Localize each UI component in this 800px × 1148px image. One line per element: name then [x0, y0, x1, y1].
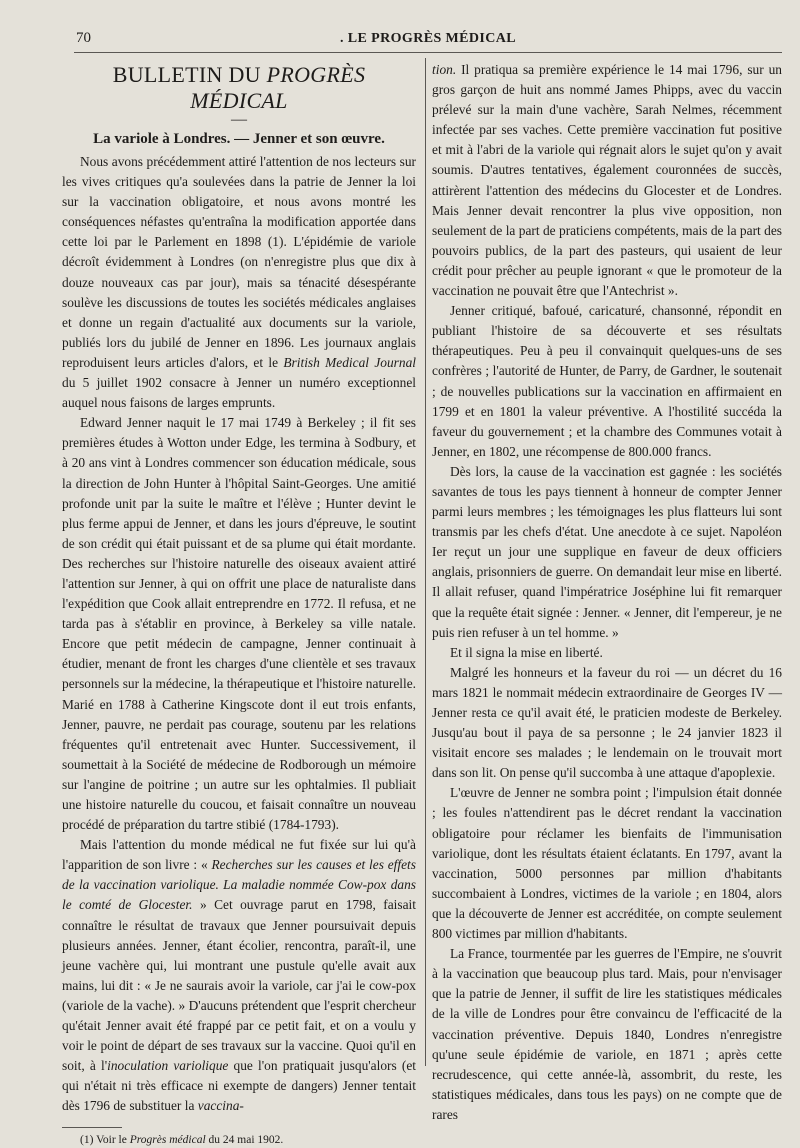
- paragraph: Edward Jenner naquit le 17 mai 1749 à Berkeley ; il fit ses premières études à Wotton under Edge, les termina à Sodbury, et à 20 ans vint à Londres commencer son éducation médicale, sous la direction de John Hunter à l'hôpital Saint-Georges. Une amitié profonde unit par la suite le maître et l'élève ; Hunter devint le plus ferme appui de Jenner, et dans les jours d'épreuve, le soutint de son crédit qui était puissant et de sa plume qui était mordante. Des recherches sur l'histoire naturelle des oiseaux avaient attiré l'attention sur Jenner, à qui on offrit une place de naturaliste dans l'expédition que Cook allait entreprendre en 1772. Il refusa, et ne tarda pas à s'établir en province, à Berkeley sa ville natale. Encore que petit médecin de campagne, Jenner continuait à étudier, menant de front les charges d'une clientèle et ses travaux personnels sur la médecine, la thérapeutique et l'histoire naturelle. Marié en 1788 à Catherine Kingscote dont il eut trois enfants, Jenner, pauvre, ne perdait pas courage, soutenu par les relations fréquentes qu'il entretenait avec Hunter. Successivement, il soumettait à la Société de médecine de Rodborough un mémoire sur l'angine de poitrine ; un autre sur les ophtalmies. Il publiait une histoire naturelle du coucou, et faisait connaître un nouveau procédé de préparation du tartre stibié (1784-1793).: [62, 415, 416, 833]
- footnote-rule: [62, 1127, 122, 1128]
- footnote: (1) Voir le Progrès médical du 24 mai 1902.: [80, 1133, 284, 1146]
- right-column: [432, 60, 782, 1125]
- page-number: 70: [76, 30, 91, 46]
- paragraph: Et il signa la mise en liberté.: [450, 644, 603, 660]
- header-rule: [74, 52, 782, 53]
- left-column: [62, 60, 416, 1148]
- paragraph: Dès lors, la cause de la vaccination est gagnée : les sociétés savantes de tous les pays tiennent à honneur de compter Jenner parmi leurs membres ; les témoignages les plus flatteurs lui sont transmis par les chefs d'état. Une anecdote à ce sujet. Napoléon Ier reçut un jour une supplique en faveur de deux officiers anglais, prisonniers de guerre. On demandait leur mise en liberté. Il allait refuser, quand l'impératrice Joséphine lui fit remarquer que la requête était signée : Jenner. « Jenner, dit l'empereur, je ne puis rien refuser à un tel homme. »: [432, 463, 782, 640]
- paragraph: La France, tourmentée par les guerres de l'Empire, ne s'ouvrit à la vaccination que beaucoup plus tard. Mais, pour n'envisager que la patrie de Jenner, il suffit de lire les statistiques médicales de la ville de Londres pour être convaincu de l'efficacité de la vaccination préventive. Depuis 1840, Londres n'enregistre qu'une seule épidémie de variole, en 1871 ; après cette recrudescence, qui cette année-là, assombrit, du reste, les statistiques médicales, dans tous les pays) on ne compte que de rares: [432, 946, 782, 1122]
- running-head: [74, 30, 782, 50]
- bulletin-title: BULLETIN DU PROGRÈS MÉDICAL: [112, 62, 366, 113]
- paragraph: Malgré les honneurs et la faveur du roi — un décret du 16 mars 1821 le nommait médecin extraordinaire de Georges IV — Jenner resta ce qu'il avait été, le praticien modeste de Berkeley. Jusqu'au bout il paya de sa personne ; le 24 janvier 1823 il visitait encore ses malades ; le lendemain on le trouvait mort dans son lit. On pense qu'il succomba à une attaque d'apoplexie.: [432, 664, 782, 781]
- title-dash: —: [231, 111, 247, 128]
- paragraph: Nous avons précédemment attiré l'attention de nos lecteurs sur les vives critiques qu'a soulevées dans la patrie de Jenner la loi sur la vaccination obligatoire, et nous avons montré les conséquences néfastes qu'entraîna la modification apportée dans cette loi par le Parlement en 1898 (1). L'épidémie de variole décroît évidemment à Londres (on n'enregistre plus que dix à douze nouveaux cas par jour), mais sa ténacité désespérante soulève les discussions de toutes les sociétés médicales anglaises et donne un regain d'actualité aux documents sur la variole, publiés lors du jubilé de Jenner en 1896. Les journaux anglais reproduisent leurs articles d'alors, et le British Medical Journal du 5 juillet 1902 consacre à Jenner un numéro exceptionnel auquel nous faisons de larges emprunts.: [62, 154, 416, 411]
- paragraph: Jenner critiqué, bafoué, caricaturé, chansonné, répondit en publiant l'histoire de sa découverte et ses résultats thérapeutiques. Peu à peu il convainquit quelques-uns de ses confrères ; l'autorité de Hunter, de Parry, de Gardner, le soutenait ; de nouvelles publications sur la vaccination en affirmaient en 1799 et en 1801 la valeur préventive. A l'hostilité succéda la faveur du gouvernement ; et la chambre des Communes votait à Jenner, en 1802, une récompense de 800.000 francs.: [432, 303, 782, 459]
- journal-title: . LE PROGRÈS MÉDICAL: [340, 31, 517, 46]
- paragraph: Mais l'attention du monde médical ne fut fixée sur lui qu'à l'apparition de son livre : « Recherches sur les causes et les effets de la vaccination variolique. La maladie nommée Cow-pox dans le comté de Glocester. » Cet ouvrage parut en 1798, faisait connaître le résultat de travaux que Jenner poursuivait depuis plusieurs années. Jenner, étant écolier, rencontra, paraît-il, une jeune vachère qui, lui montrant une pustule qu'elle avait aux mains, lui dit : « Je ne saurais avoir la variole, car j'ai le cow-pox (variole de la vache). » D'aucuns prétendent que l'esprit chercheur qu'était Jenner avait été frappé par ce petit fait, et on a voulu y voir le point de départ de ses travaux sur la vaccine. Quoi qu'il en soit, à l'inoculation variolique que l'on pratiquait jusqu'alors (et qui n'était ni très efficace ni exempte de dangers) Jenner tentait dès 1796 de substituer la vaccina-: [62, 837, 417, 1114]
- paragraph: L'œuvre de Jenner ne sombra point ; l'impulsion était donnée ; les foules n'attendirent pas le décret rendant la vaccination obligatoire pour réclamer les bienfaits de l'immunisation variolique, dont les résultats étaient éclatants. En 1797, avant la vaccination, 5000 personnes par million d'habitants succombaient à Londres, victimes de la variole ; en 1804, alors que la découverte de Jenner est accréditée, on compte seulement 800 victimes par million d'habitants.: [432, 785, 782, 942]
- paragraph: tion. Il pratiqua sa première expérience le 14 mai 1796, sur un gros garçon de huit ans nommé James Phipps, avec du vaccin prélevé sur la main d'une vachère, Sarah Nelmes, récemment infectée par ses vaches. Cette première vaccination fut positive et mit à l'abri de la variole qui régnait alors le sujet qu'on y avait soumis. D'autres tentatives, également couronnées de succès, attirèrent l'attention des médecins du Glocester et de Londres. Mais Jenner devait rencontrer la plus vive opposition, non seulement de la part de praticiens compétents, mais de la part des pouvoirs publics, de la part des pasteurs, qui usaient de leur crédit pour prêcher au peuple ignorant « que le promoteur de la vaccination ne pouvait être que l'Antechrist ».: [432, 62, 782, 299]
- column-divider: [425, 58, 426, 1066]
- article-title: La variole à Londres. — Jenner et son œuvre.: [93, 131, 385, 147]
